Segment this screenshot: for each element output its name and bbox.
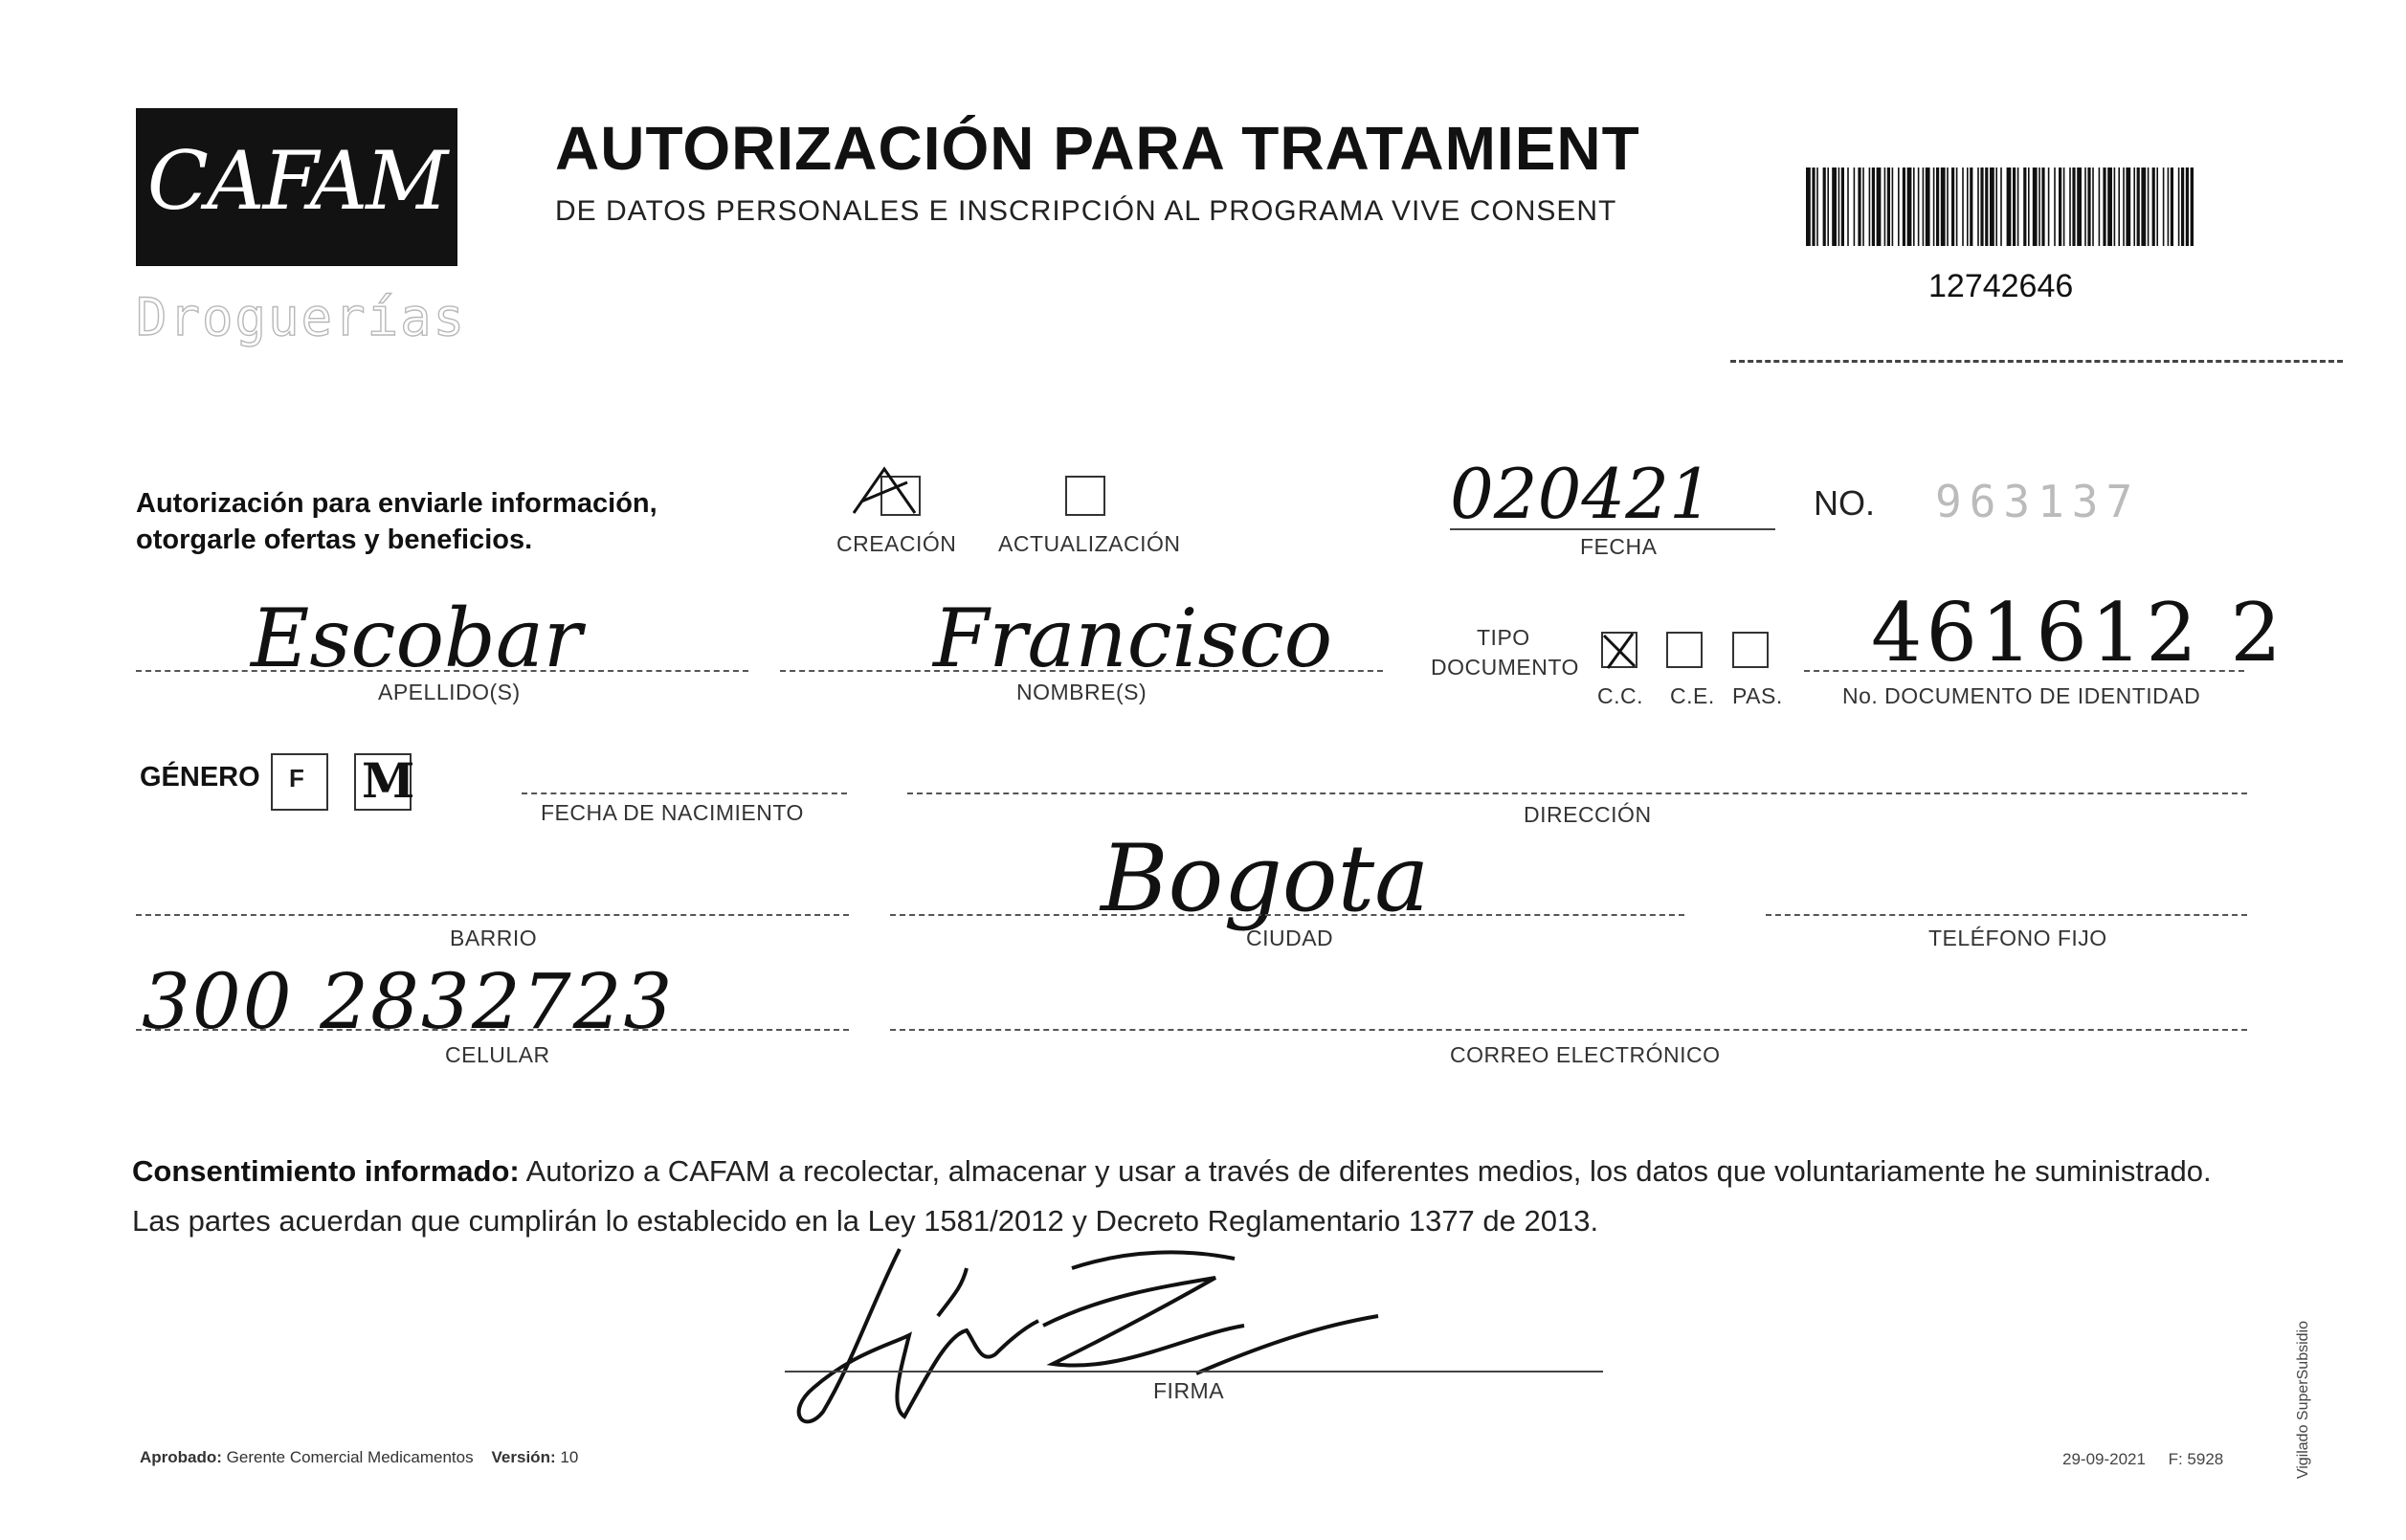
apellido-line (136, 670, 748, 672)
footer-code: F: 5928 (2168, 1450, 2224, 1468)
footer-date-code (2062, 1450, 2223, 1469)
barrio-label: BARRIO (450, 926, 538, 950)
consent-body-2: Las partes acuerdan que cumplirán lo establecido en la Ley 1581/2012 y Decreto Reglamentario 1377 de 2013. (132, 1204, 1599, 1238)
celular-value[interactable]: 300 2832723 (142, 957, 675, 1046)
ce-checkbox[interactable] (1666, 632, 1703, 668)
fecha-line (1450, 528, 1775, 530)
separator-line (1730, 360, 2343, 363)
signature[interactable] (785, 1230, 1416, 1436)
telefono-label: TELÉFONO FIJO (1928, 926, 2107, 950)
no-label: NO. (1814, 483, 1876, 523)
genero-m-mark: M (362, 752, 415, 809)
actualizacion-checkbox[interactable] (1065, 476, 1105, 516)
nombre-label: NOMBRE(S) (1016, 680, 1147, 704)
genero-label: GÉNERO (140, 762, 260, 792)
pas-label: PAS. (1732, 683, 1783, 708)
telefono-line (1766, 914, 2247, 916)
barcode (1806, 167, 2194, 246)
actualizacion-label: ACTUALIZACIÓN (998, 531, 1181, 556)
ciudad-line (890, 914, 1684, 916)
documento-number-label: No. DOCUMENTO DE IDENTIDAD (1842, 683, 2201, 708)
nombre-line (780, 670, 1383, 672)
cafam-logo: CAFAM (146, 134, 447, 228)
documento-label: DOCUMENTO (1431, 655, 1579, 680)
cc-label: C.C. (1597, 683, 1643, 708)
fecha-nacimiento-label: FECHA DE NACIMIENTO (541, 800, 804, 825)
footer-approval (140, 1448, 578, 1467)
form-number: 963137 (1935, 476, 2141, 527)
celular-line (136, 1029, 849, 1031)
fecha-label: FECHA (1580, 534, 1658, 559)
version-value: 10 (560, 1448, 579, 1466)
firma-line (785, 1371, 1603, 1373)
fecha-value[interactable]: 020421 (1450, 454, 1713, 534)
direccion-label: DIRECCIÓN (1524, 802, 1652, 827)
ce-label: C.E. (1670, 683, 1715, 708)
checkmark-icon (848, 463, 925, 521)
correo-line (890, 1029, 2247, 1031)
firma-label: FIRMA (1153, 1378, 1225, 1403)
ciudad-label: CIUDAD (1246, 926, 1334, 950)
logo-subtitle: Droguerías (136, 287, 467, 347)
ciudad-value[interactable]: Bogota (1101, 825, 1430, 932)
consent-line-1 (132, 1147, 2257, 1196)
auth-intro-line1: Autorización para enviarle información, (136, 488, 657, 519)
nombre-value[interactable]: Francisco (933, 591, 1333, 685)
document-subtitle: DE DATOS PERSONALES E INSCRIPCIÓN AL PROGRAMA VIVE CONSENT (555, 195, 1617, 227)
consent-heading: Consentimiento informado: (132, 1154, 520, 1188)
creacion-label: CREACIÓN (836, 531, 957, 556)
aprobado-value: Gerente Comercial Medicamentos (226, 1448, 474, 1466)
genero-f-label: F (289, 764, 304, 792)
fecha-nacimiento-line (522, 792, 847, 794)
barrio-line (136, 914, 849, 916)
version-label: Versión: (491, 1448, 556, 1466)
apellido-value[interactable]: Escobar (251, 591, 583, 685)
auth-intro-line2: otorgarle ofertas y beneficios. (136, 524, 533, 555)
check-x-icon (1596, 626, 1642, 674)
footer-date: 29-09-2021 (2062, 1450, 2146, 1468)
pas-checkbox[interactable] (1732, 632, 1769, 668)
tipo-label: TIPO (1477, 625, 1530, 650)
correo-label: CORREO ELECTRÓNICO (1450, 1042, 1721, 1067)
documento-value[interactable]: 461612 2 (1871, 586, 2285, 680)
documento-line (1804, 670, 2244, 672)
consent-body-1: Autorizo a CAFAM a recolectar, almacenar y usar a través de diferentes medios, los datos que voluntariamente he suministrado. (519, 1154, 2212, 1188)
apellido-label: APELLIDO(S) (378, 680, 521, 704)
aprobado-label: Aprobado: (140, 1448, 222, 1466)
vigilado-supersubsidio-label: Vigilado SuperSubsidio (2295, 1321, 2311, 1480)
direccion-line (907, 792, 2247, 794)
document-title: AUTORIZACIÓN PARA TRATAMIENT (555, 114, 1640, 183)
celular-label: CELULAR (445, 1042, 550, 1067)
barcode-number: 12742646 (1928, 268, 2074, 304)
